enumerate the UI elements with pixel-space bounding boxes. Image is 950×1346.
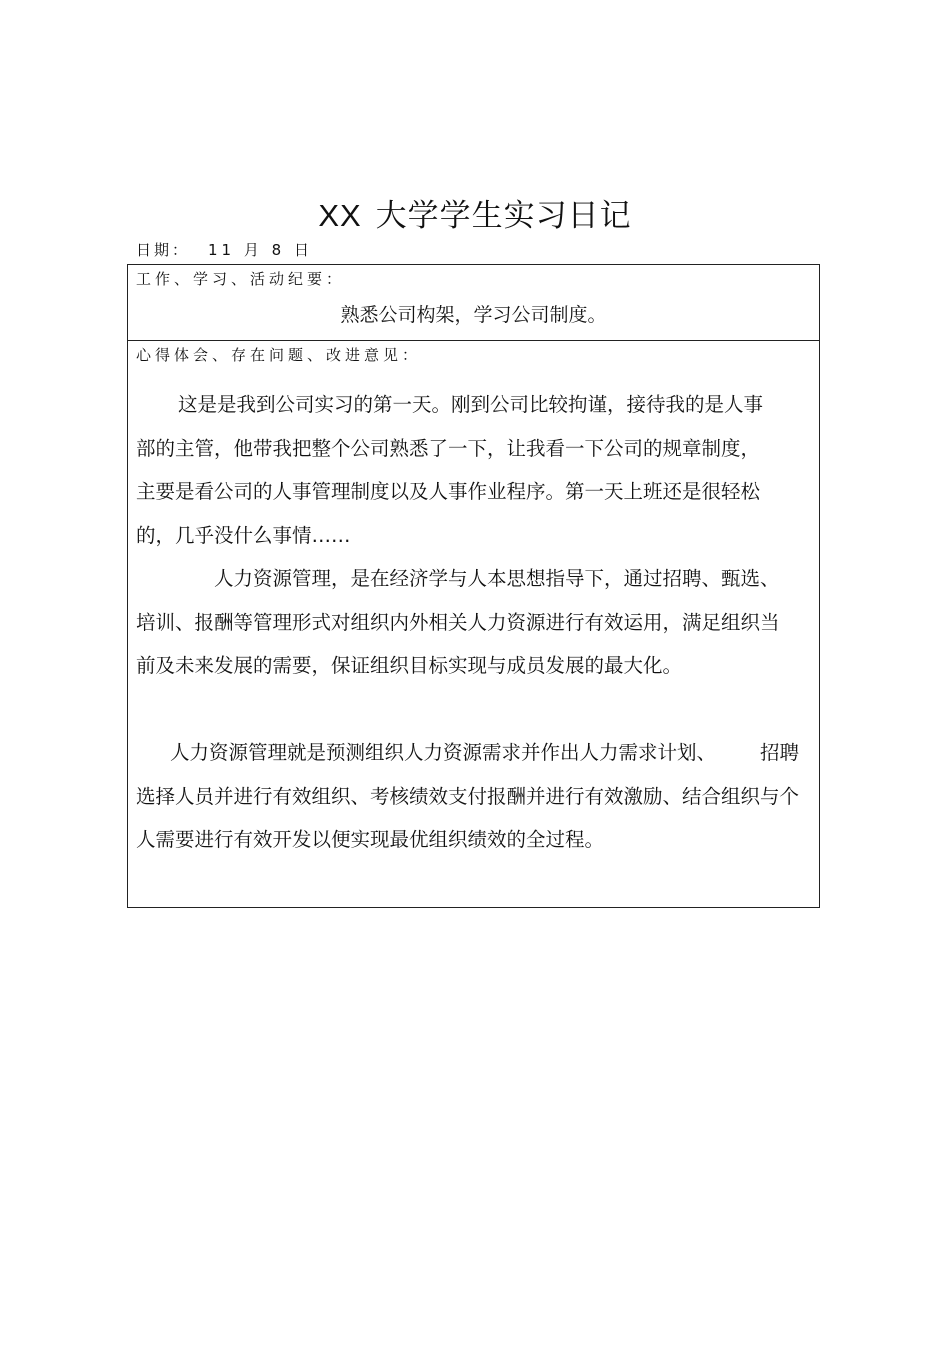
work-summary-label: 工作、学习、活动纪要：	[136, 270, 346, 288]
reflection-paragraph-1: 这是是我到公司实习的第一天。刚到公司比较拘谨，接待我的是人事部的主管，他带我把整个公司熟悉了一下，让我看一下公司的规章制度，主要是看公司的人事管理制度以及人事作业程序。第一天上班还是很轻松的，几乎没什么事情……	[136, 393, 764, 547]
date-value: 11 月 8 日	[208, 241, 313, 259]
reflection-paragraph-3-part-b: 招聘选择人员并进行有效组织、考核绩效支付报酬并进行有效激励、结合组织与个人需要进行有效开发以便实现最优组织绩效的全过程。	[136, 741, 800, 851]
work-summary-content: 熟悉公司构架，学习公司制度。	[340, 304, 607, 326]
date-line	[136, 240, 313, 260]
title-main: 大学学生实习日记	[375, 198, 632, 234]
page-title	[0, 196, 950, 236]
diary-table	[127, 264, 820, 908]
title-prefix: XX	[318, 198, 362, 233]
reflection-paragraph-3	[136, 731, 816, 862]
reflection-label: 心得体会、存在问题、改进意见：	[136, 346, 422, 364]
reflection-paragraph-3-part-a: 人力资源管理就是预测组织人力资源需求并作出人力需求计划、	[170, 741, 717, 764]
date-label: 日期：	[136, 241, 191, 259]
section-divider	[128, 340, 819, 341]
reflection-paragraph-2: 人力资源管理，是在经济学与人本思想指导下，通过招聘、甄选、培训、报酬等管理形式对组织内外相关人力资源进行有效运用，满足组织当前及未来发展的需要，保证组织目标实现与成员发展的最大化。	[136, 567, 780, 677]
